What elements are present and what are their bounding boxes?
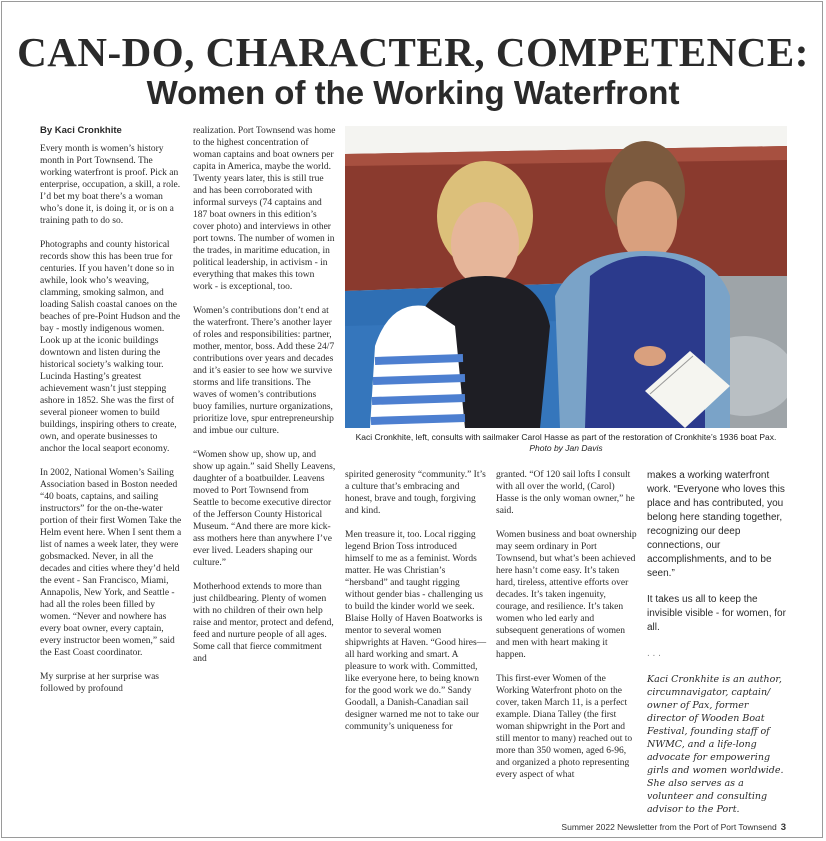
paragraph: Motherhood extends to more than just childbearing. Plenty of women with no children of their own help raise and mentor, protect and defend, feed and nurture people of all ages. Some call that fierce commitment and [193,582,334,664]
author-bio: Kaci Cronkhite is an author, circumnavigator, captain/ owner of Pax, former director of Wooden Boat Festival, founding staff of NWMC, and a life-long advocate for empowering girls and women worldwide. She also serves as a volunteer and consulting advisor to the Port. [647,674,784,815]
paragraph: It takes us all to keep the invisible visible - for women, for all. [647,594,786,633]
caption-text: Kaci Cronkhite, left, consults with sailmaker Carol Hasse as part of the restoration of Cronkhite’s 1936 boat Pax. [355,432,777,442]
page-number: 3 [780,822,786,833]
article-column-2 [193,125,336,677]
paragraph: Every month is women’s history month in Port Townsend. The working waterfront is proof. Pick an enterprise, occupation, a skill, a role. I’d bet my boat there’s a woman who’s done it, is doing it, or is on a training path to do so. [40,144,181,226]
paragraph: realization. Port Townsend was home to the highest concentration of woman captains and boat owners per capita in America, maybe the world. Twenty years later, this is still true and has been corroborated with informal surveys (74 captains and 187 boat owners in this edition’s cover photo) and interviews in other port towns. The number of women in the trades, in maritime education, in political leadership, in activism - in everything that makes this town work - is exceptional, too. [193,126,336,292]
page-footer [561,822,786,833]
article-column-4 [496,469,638,793]
section-separator: . . . [647,648,661,659]
headline-line1: CAN-DO, CHARACTER, COMPETENCE: [17,29,809,75]
paragraph: Women business and boat ownership may seem ordinary in Port Townsend, but what’s been achieved here hasn’t come easy. It’s taken hard, tireless, attentive efforts over decades. It’s taken ingenuity, courage, and resilience. It’s taken women who led early and subsequent generations of women and men with heart making it happen. [496,530,637,660]
article-photo [345,126,787,428]
paragraph: granted. “Of 120 sail lofts I consult with all over the world, (Carol) Hasse is the only woman owner,” he said. [496,470,635,516]
paragraph: Men treasure it, too. Local rigging legend Brion Toss introduced himself to me as a feminist. Words matter. He was Christian’s “hersband” and taught rigging without gender bias - challenging us to build the kinder world we seek. Blaise Holly of Haven Boatworks is mentor to several women shipwrights at Haven. “Good hires—all hard working and smart. A pleasure to work with. Committed, like everyone here, to being known for the good work we do.” Sandy Goodall, a Danish-Canadian sail designer warned me not to take our community’s uniqueness for [345,530,487,732]
article-column-3 [345,469,487,745]
paragraph: My surprise at her surprise was followed by profound [40,672,159,694]
paragraph: Photographs and county historical records show this has been true for centuries. If you haven’t done so in awhile, look who’s weaving, clamming, smoking salmon, and loading Salish coastal canoes on the beaches of pre-Point Hudson and the bay - mostly indigenous women. Look up at the iconic buildings downtown and listen during the historical society’s walking tour. Lucinda Hasting’s greatest achievement wasn’t just stepping ashore in 1852. She was the first of several pioneer women to build buildings, inspiring others to create, own, and operate businesses to anchor the local seaport economy. [40,240,181,454]
article-column-5 [647,469,789,828]
paragraph: spirited generosity “community.” It’s a culture that’s embracing and honest, brave and tough, forgiving and kind. [345,470,486,516]
paragraph: makes a working waterfront work. “Everyone who loves this place and has contributed, you belong here standing together, recognizing our deep connections, our accomplishments, and to be seen.” [647,470,785,579]
headline-line2: Women of the Working Waterfront [146,74,680,111]
photo-illustration [345,126,787,428]
photo-caption [345,432,787,454]
paragraph: This first-ever Women of the Working Waterfront photo on the cover, taken March 11, is a perfect example. Diana Talley (the first woman shipwright in the Port and still mentor to many) reached out to more than 350 women, aged 6-96, and organized a photo representing every aspect of what [496,674,633,780]
paragraph: “Women show up, show up, and show up again.” said Shelly Leavens, daughter of a boatbuilder. Leavens moved to Port Townsend from Seattle to become executive director of the Jefferson County Historical Museum. “And there are more kick-ass mothers here than anywhere I’ve ever lived. Leaders shaping our culture.” [193,450,336,568]
footer-text: Summer 2022 Newsletter from the Port of Port Townsend [561,822,777,832]
photo-credit: Photo by Jan Davis [529,443,603,453]
paragraph: Women’s contributions don’t end at the waterfront. There’s another layer of roles and responsibilities: partner, mother, mentor, boss. Add these 24/7 contributions over years and decades and it’s easier to see how we survive storms and life transitions. The waves of women’s contributions buoy families, nurture organizations, prioritize love, spur entrepreneurship and imbue our culture. [193,306,335,436]
paragraph: In 2002, National Women’s Sailing Association based in Boston needed “40 boats, captains, and sailing instructors” for the on-the-water portion of their first Women Take the Helm event here. When I sent them a list of names a week later, they were gobsmacked. Never, in all the decades and cities where they’d held the event - San Francisco, Miami, Annapolis, New York, and Seattle - had all the roles been filled by women. “Never and nowhere has every boat owner, every captain, every instructor been women,” said the East Coast coordinator. [40,468,182,658]
byline: By Kaci Cronkhite [40,125,122,136]
article-column-1 [40,125,183,707]
